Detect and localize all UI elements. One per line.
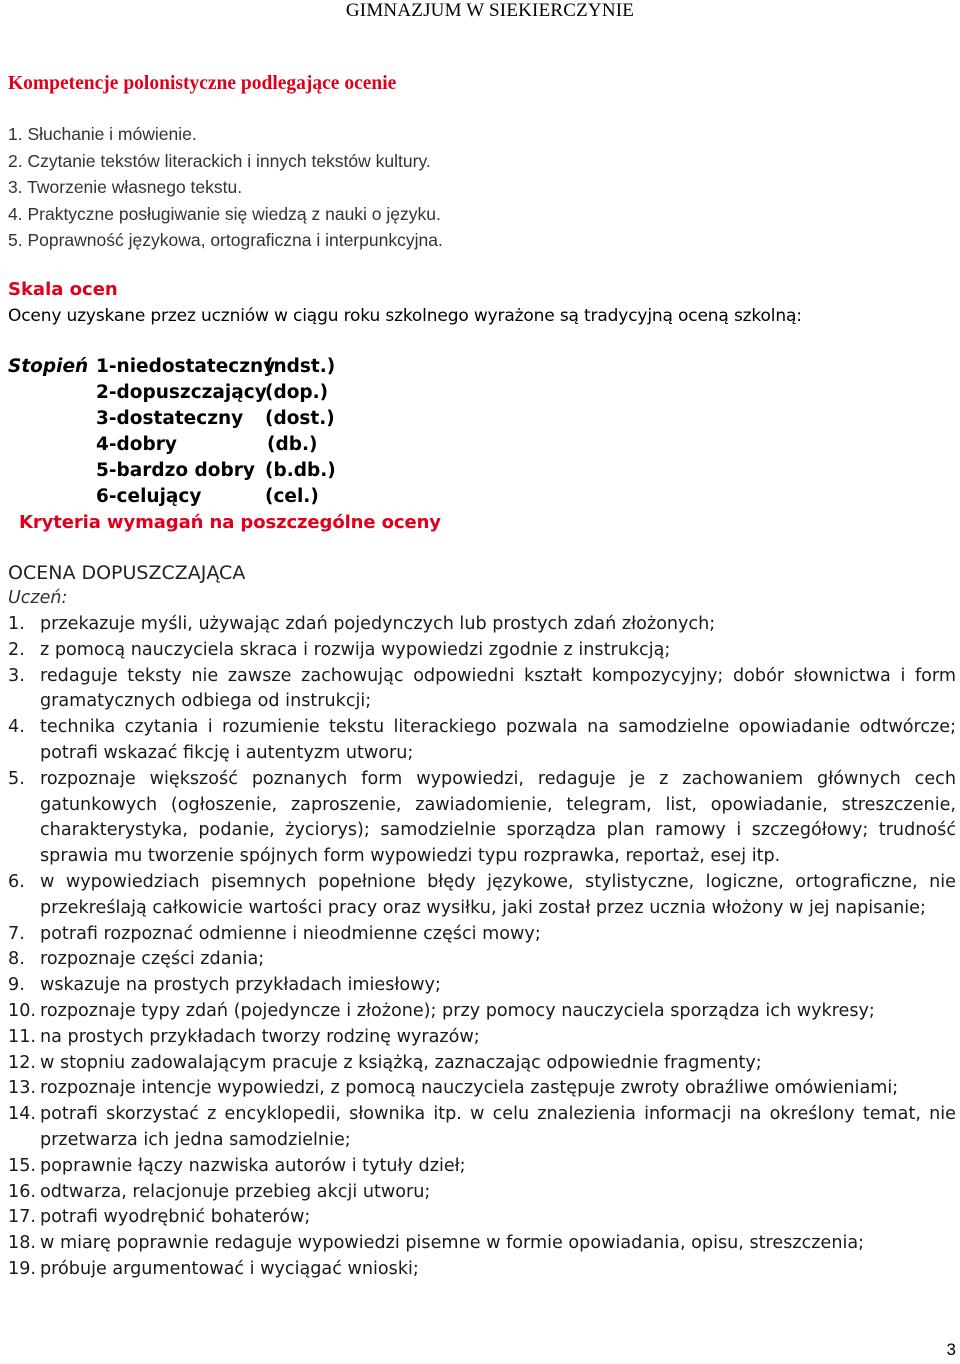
item-text: odtwarza, relacjonuje przebieg akcji utworu; xyxy=(40,1181,431,1202)
item-text: rozpoznaje części zdania; xyxy=(40,949,265,970)
item-text: wskazuje na prostych przykładach imiesłowy; xyxy=(40,975,441,996)
list-item xyxy=(8,1154,956,1180)
item-text: potrafi skorzystać z encyklopedii, słownika itp. w celu znalezienia informacji na określony temat, nie przetwarza ich jedna samodzielnie; xyxy=(40,1104,956,1150)
item-number: 12. xyxy=(8,1052,36,1073)
list-item xyxy=(8,1257,956,1283)
list-item xyxy=(8,767,956,870)
item-text: rozpoznaje typy zdań (pojedyncze i złożone); przy pomocy nauczyciela sporządza ich wykresy; xyxy=(40,1000,875,1021)
item-number: 13. xyxy=(8,1078,36,1099)
list-item xyxy=(8,973,956,999)
grade-abbreviation: (cel.) xyxy=(265,486,319,507)
grade-name: 5-bardzo dobry xyxy=(96,460,255,481)
item-text: w wypowiedziach pisemnych popełnione błędy językowe, stylistyczne, logiczne, ortograficzne, nie przekreślają całkowicie wartości pracy oraz wysiłku, jaki został przez ucznia włożony w jej napisanie; xyxy=(40,871,956,918)
criteria-title: Kryteria wymagań na poszczególne oceny xyxy=(19,512,441,533)
item-text: potrafi rozpoznać odmienne i nieodmienne części mowy; xyxy=(40,923,541,944)
item-text: w stopniu zadowalającym pracuje z książką, zaznaczając odpowiednie fragmenty; xyxy=(40,1052,762,1073)
grade-name: 3-dostateczny xyxy=(96,408,244,429)
competency-item: 1. Słuchanie i mówienie. xyxy=(8,124,197,144)
page-header xyxy=(0,0,960,22)
item-number: 7. xyxy=(8,923,25,944)
list-item xyxy=(8,612,956,638)
list-item xyxy=(8,1051,956,1077)
item-text: technika czytania i rozumienie tekstu literackiego pozwala na samodzielne opowiadanie odtwórcze; potrafi wskazać fikcję i autentyzm utworu; xyxy=(40,717,956,763)
item-number: 4. xyxy=(8,717,25,738)
competency-item: 2. Czytanie tekstów literackich i innych tekstów kultury. xyxy=(8,150,431,171)
section-heading: OCENA DOPUSZCZAJĄCA xyxy=(8,562,246,584)
grade-name: 1-niedostateczny xyxy=(96,356,276,377)
requirements-list xyxy=(8,612,956,1283)
list-item xyxy=(8,947,956,973)
grade-abbreviation: (dop.) xyxy=(265,382,329,403)
list-item xyxy=(8,664,956,716)
item-number: 17. xyxy=(8,1207,36,1228)
page-number: 3 xyxy=(946,1340,956,1359)
item-number: 15. xyxy=(8,1155,36,1176)
item-number: 8. xyxy=(8,949,25,970)
item-text: w miarę poprawnie redaguje wypowiedzi pisemne w formie opowiadania, opisu, streszczenia; xyxy=(40,1233,865,1254)
item-number: 6. xyxy=(8,871,25,892)
item-text: próbuje argumentować i wyciągać wnioski; xyxy=(40,1258,419,1279)
list-item xyxy=(8,1025,956,1051)
item-text: rozpoznaje większość poznanych form wypowiedzi, redaguje je z zachowaniem głównych cech gatunkowych (ogłoszenie, zaproszenie, zawiadomienie, telegram, list, opowiadanie, streszczenie, charakterystyka, podanie, życiorys); samodzielnie sporządza plan ramowy i szczegółowy; trudność sprawia mu tworzenie spójnych form wypowiedzi typu rozprawka, reportaż, esej itp. xyxy=(40,768,956,867)
item-text: rozpoznaje intencje wypowiedzi, z pomocą nauczyciela zastępuje zwroty obraźliwe omówieniami; xyxy=(40,1078,899,1099)
item-number: 5. xyxy=(8,768,25,789)
grade-name: 6-celujący xyxy=(96,486,202,507)
list-item xyxy=(8,999,956,1025)
competency-item: 3. Tworzenie własnego tekstu. xyxy=(8,177,243,197)
item-number: 3. xyxy=(8,665,25,686)
list-item xyxy=(8,1231,956,1257)
item-number: 9. xyxy=(8,975,25,996)
item-number: 10. xyxy=(8,1000,36,1021)
grade-abbreviation: (db.) xyxy=(267,434,318,455)
list-item xyxy=(8,870,956,922)
item-text: przekazuje myśli, używając zdań pojedynczych lub prostych zdań złożonych; xyxy=(40,614,716,634)
competencies-list xyxy=(8,121,443,254)
competencies-title: Kompetencje polonistyczne podlegające ocenie xyxy=(8,73,397,94)
item-text: z pomocą nauczyciela skraca i rozwija wypowiedzi zgodnie z instrukcją; xyxy=(40,639,671,660)
competency-item: 4. Praktyczne posługiwanie się wiedzą z nauki o języku. xyxy=(8,203,441,224)
scale-description: Oceny uzyskane przez uczniów w ciągu roku szkolnego wyrażone są tradycyjną oceną szkolną: xyxy=(8,306,802,326)
item-number: 16. xyxy=(8,1181,36,1202)
grade-label: Stopień xyxy=(8,356,89,377)
list-item xyxy=(8,715,956,767)
competency-item: 5. Poprawność językowa, ortograficzna i interpunkcyjna. xyxy=(8,230,443,250)
item-text: redaguje teksty nie zawsze zachowując odpowiedni kształt kompozycyjny; dobór słownictwa i form gramatycznych odbiega od instrukcji; xyxy=(40,665,956,712)
list-item xyxy=(8,922,956,948)
grade-abbreviation: (ndst.) xyxy=(265,356,336,377)
list-item xyxy=(8,1180,956,1206)
list-item xyxy=(8,1102,956,1154)
list-item xyxy=(8,1076,956,1102)
grade-name: 4-dobry xyxy=(96,434,177,455)
grade-name: 2-dopuszczający xyxy=(96,382,267,403)
item-number: 2. xyxy=(8,639,25,660)
list-item xyxy=(8,638,956,664)
item-number: 14. xyxy=(8,1104,36,1125)
school-name: GIMNAZJUM W SIEKIERCZYNIE xyxy=(345,0,635,21)
item-number: 1. xyxy=(8,614,25,634)
item-number: 19. xyxy=(8,1258,36,1279)
item-number: 11. xyxy=(8,1026,36,1047)
list-item xyxy=(8,1205,956,1231)
item-text: na prostych przykładach tworzy rodzinę wyrazów; xyxy=(40,1026,480,1047)
section-subject: Uczeń: xyxy=(8,588,68,608)
item-text: poprawnie łączy nazwiska autorów i tytuły dzieł; xyxy=(40,1155,466,1176)
scale-title: Skala ocen xyxy=(8,279,118,300)
item-text: potrafi wyodrębnić bohaterów; xyxy=(40,1207,311,1228)
item-number: 18. xyxy=(8,1233,36,1254)
grade-abbreviation: (dost.) xyxy=(265,408,335,429)
grade-abbreviation: (b.db.) xyxy=(265,460,336,481)
